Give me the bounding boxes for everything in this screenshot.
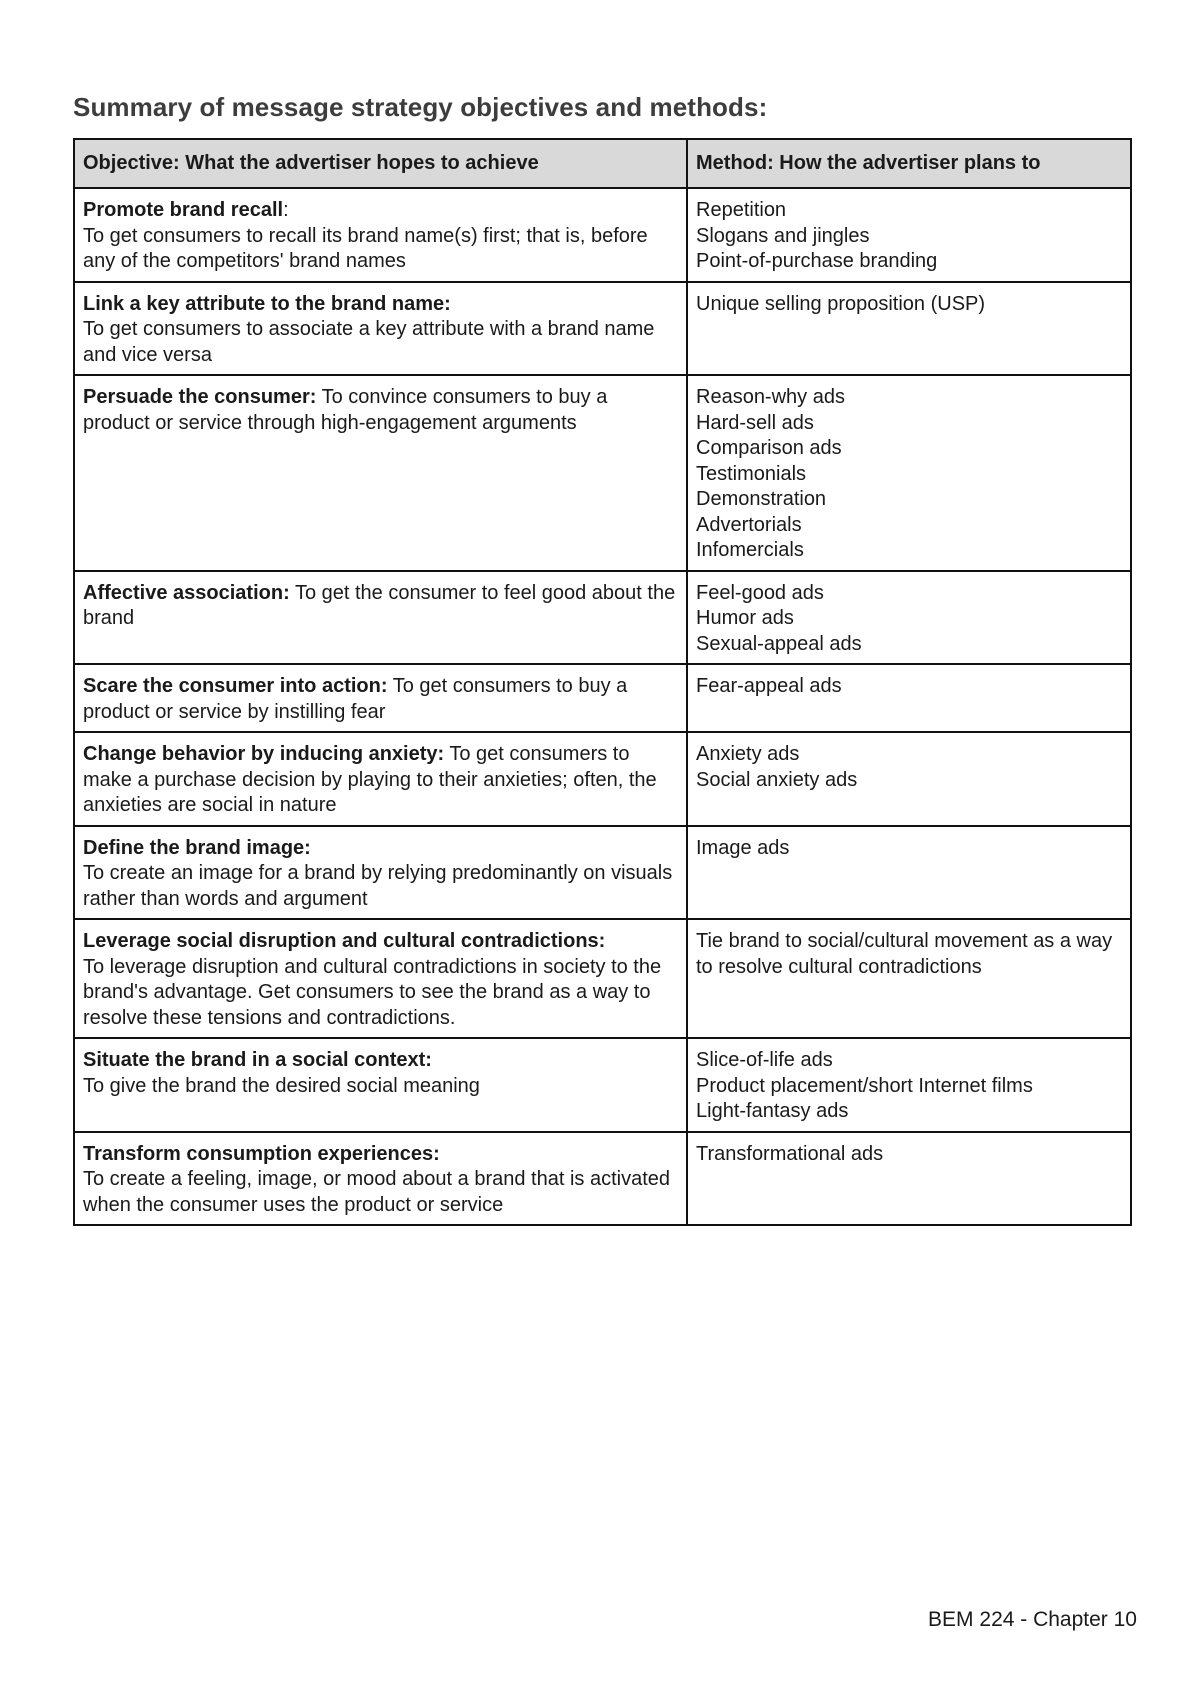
table-body	[74, 188, 1131, 1225]
method-item: Slice-of-life ads	[696, 1049, 833, 1071]
method-cell	[687, 282, 1131, 376]
objective-title: Transform consumption experiences:	[83, 1142, 440, 1165]
method-item: Feel-good ads	[696, 581, 824, 604]
table-row	[74, 375, 1131, 571]
objective-description: To convince consumers to buy a product or service through high-engagement arguments	[83, 386, 608, 434]
method-item: Hard-sell ads	[696, 411, 814, 434]
method-cell	[687, 732, 1131, 826]
objective-description: To create a feeling, image, or mood about a brand that is activated when the consumer uses the product or service	[83, 1168, 671, 1216]
objective-description: To get consumers to recall its brand name(s) first; that is, before any of the competitors' brand names	[83, 224, 648, 272]
page-title: Summary of message strategy objectives and methods:	[73, 92, 768, 122]
method-cell	[687, 571, 1131, 665]
method-item: Sexual-appeal ads	[696, 632, 862, 655]
method-item: Infomercials	[696, 539, 804, 561]
method-item: Repetition	[696, 199, 787, 221]
table-row	[74, 188, 1131, 282]
objective-cell	[74, 1132, 687, 1226]
objective-cell	[74, 826, 687, 920]
objective-title: Promote brand recall	[83, 199, 284, 221]
objective-cell	[74, 282, 687, 376]
method-item: Reason-why ads	[696, 386, 845, 408]
method-cell	[687, 1038, 1131, 1132]
method-item: Point-of-purchase branding	[696, 250, 938, 272]
objective-description: To get the consumer to feel good about the brand	[83, 581, 676, 629]
objective-cell	[74, 664, 687, 732]
table-row	[74, 919, 1131, 1038]
page-footer: BEM 224 - Chapter 10	[928, 1608, 1137, 1631]
method-item: Slogans and jingles	[696, 224, 870, 247]
method-cell	[687, 664, 1131, 732]
objective-description: To create an image for a brand by relying predominantly on visuals rather than words and argument	[83, 862, 673, 910]
objective-description: To get consumers to buy a product or service by instilling fear	[83, 675, 628, 723]
method-item: Humor ads	[696, 607, 794, 629]
table-row	[74, 732, 1131, 826]
method-item: Unique selling proposition (USP)	[696, 292, 986, 315]
table-row	[74, 1132, 1131, 1226]
objective-cell	[74, 375, 687, 571]
objective-cell	[74, 1038, 687, 1132]
objective-description: To get consumers to make a purchase decision by playing to their anxieties; often, the anxieties are social in nature	[83, 743, 657, 816]
header-objective: Objective: What the advertiser hopes to achieve	[74, 139, 687, 188]
objective-description: To leverage disruption and cultural contradictions in society to the brand's advantage. Get consumers to see the brand as a way to resolve these tensions and contradictions.	[83, 955, 662, 1029]
method-item: Product placement/short Internet films	[696, 1074, 1033, 1097]
method-cell	[687, 1132, 1131, 1226]
table-row	[74, 282, 1131, 376]
objective-separator: :	[283, 199, 289, 221]
method-item: Tie brand to social/cultural movement as a way to resolve cultural contradictions	[696, 930, 1113, 978]
table-row	[74, 571, 1131, 665]
method-cell	[687, 826, 1131, 920]
method-item: Transformational ads	[696, 1142, 884, 1165]
objective-title: Link a key attribute to the brand name:	[83, 292, 451, 315]
objective-title: Change behavior by inducing anxiety:	[83, 743, 445, 765]
table-row	[74, 664, 1131, 732]
objective-cell	[74, 571, 687, 665]
objective-title: Affective association:	[83, 581, 290, 604]
method-item: Fear-appeal ads	[696, 675, 842, 697]
objective-cell	[74, 732, 687, 826]
method-item: Social anxiety ads	[696, 768, 858, 791]
table-row	[74, 1038, 1131, 1132]
objective-title: Leverage social disruption and cultural contradictions:	[83, 930, 606, 952]
strategy-table	[73, 138, 1132, 1226]
method-item: Advertorials	[696, 513, 802, 536]
method-cell	[687, 188, 1131, 282]
table-header-row	[74, 139, 1131, 188]
method-item: Light-fantasy ads	[696, 1100, 849, 1122]
header-method: Method: How the advertiser plans to	[687, 139, 1131, 188]
objective-title: Situate the brand in a social context:	[83, 1049, 432, 1071]
method-item: Anxiety ads	[696, 743, 800, 765]
table-row	[74, 826, 1131, 920]
method-item: Comparison ads	[696, 437, 842, 459]
objective-title: Define the brand image:	[83, 836, 311, 859]
method-item: Demonstration	[696, 488, 827, 510]
method-cell	[687, 375, 1131, 571]
method-item: Image ads	[696, 836, 790, 859]
objective-cell	[74, 919, 687, 1038]
objective-title: Scare the consumer into action:	[83, 675, 388, 697]
objective-description: To get consumers to associate a key attribute with a brand name and vice versa	[83, 318, 655, 366]
method-cell	[687, 919, 1131, 1038]
objective-cell	[74, 188, 687, 282]
objective-title: Persuade the consumer:	[83, 386, 317, 408]
objective-description: To give the brand the desired social meaning	[83, 1074, 480, 1097]
method-item: Testimonials	[696, 462, 807, 485]
